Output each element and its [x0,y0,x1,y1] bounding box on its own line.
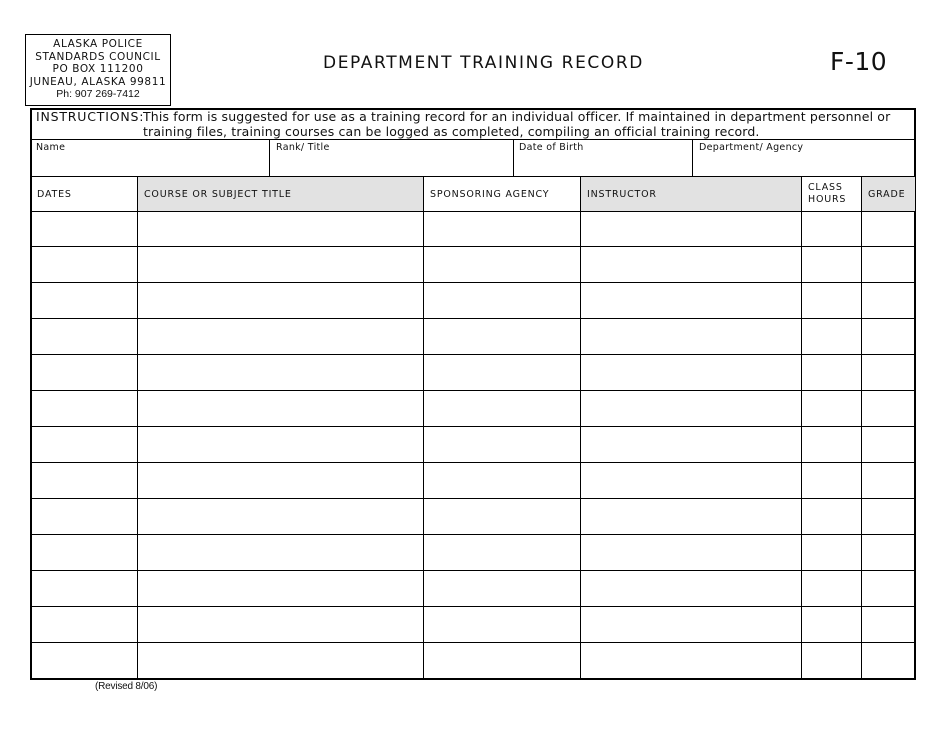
sponsoring-agency-cell[interactable] [424,463,581,499]
col-grade-header: GRADE [862,177,915,211]
sponsoring-agency-cell[interactable] [424,499,581,535]
course-cell[interactable] [138,571,424,607]
table-row [31,391,915,427]
table-row [31,499,915,535]
dates-cell[interactable] [31,355,138,391]
class-hours-cell[interactable] [802,463,862,499]
agency-line-2: STANDARDS COUNCIL [35,50,161,63]
course-cell[interactable] [138,319,424,355]
grade-cell[interactable] [862,283,915,319]
grade-cell[interactable] [862,571,915,607]
course-cell[interactable] [138,607,424,643]
class-hours-cell[interactable] [802,607,862,643]
instructor-cell[interactable] [581,571,802,607]
sponsoring-agency-cell[interactable] [424,391,581,427]
instructor-cell[interactable] [581,247,802,283]
dates-cell[interactable] [31,535,138,571]
divider [30,139,916,140]
dates-cell[interactable] [31,427,138,463]
grade-cell[interactable] [862,319,915,355]
course-cell[interactable] [138,463,424,499]
class-hours-cell[interactable] [802,427,862,463]
row-divider [30,318,916,319]
row-divider [30,606,916,607]
course-cell[interactable] [138,427,424,463]
instructions-text: This form is suggested for use as a training record for an individual officer. If maintained in department personnel or training files, training courses can be logged as completed, compiling an official training record. [143,109,891,139]
table-row [31,283,915,319]
sponsoring-agency-cell[interactable] [424,355,581,391]
class-hours-cell[interactable] [802,643,862,679]
dates-cell[interactable] [31,463,138,499]
instructor-cell[interactable] [581,499,802,535]
instructions-label: INSTRUCTIONS: [36,109,145,124]
grade-cell[interactable] [862,211,915,247]
course-cell[interactable] [138,283,424,319]
sponsoring-agency-cell[interactable] [424,535,581,571]
col-dates-header: DATES [37,188,72,200]
sponsoring-agency-cell[interactable] [424,247,581,283]
sponsoring-agency-cell[interactable] [424,211,581,247]
course-cell[interactable] [138,247,424,283]
course-cell[interactable] [138,391,424,427]
row-divider [30,642,916,643]
department-agency-field[interactable]: Department/ Agency [699,142,804,153]
row-divider [30,246,916,247]
divider [269,139,270,177]
table-row [31,607,915,643]
table-row [31,247,915,283]
agency-line-4: JUNEAU, ALASKA 99811 [29,75,167,88]
instructor-cell[interactable] [581,463,802,499]
course-cell[interactable] [138,355,424,391]
class-hours-cell[interactable] [802,571,862,607]
row-divider [30,498,916,499]
date-of-birth-field[interactable]: Date of Birth [519,142,584,153]
grade-cell[interactable] [862,247,915,283]
grade-cell[interactable] [862,391,915,427]
name-field[interactable]: Name [36,142,66,153]
instructor-cell[interactable] [581,391,802,427]
agency-line-1: ALASKA POLICE [53,38,143,50]
class-hours-cell[interactable] [802,211,862,247]
dates-cell[interactable] [31,319,138,355]
instructor-cell[interactable] [581,535,802,571]
dates-cell[interactable] [31,391,138,427]
col-course-header: COURSE OR SUBJECT TITLE [138,177,424,211]
grade-cell[interactable] [862,427,915,463]
agency-phone: Ph: 907 269-7412 [56,88,140,100]
document-title: DEPARTMENT TRAINING RECORD [323,53,644,73]
row-divider [30,390,916,391]
dates-cell[interactable] [31,571,138,607]
sponsoring-agency-cell[interactable] [424,607,581,643]
grade-cell[interactable] [862,643,915,679]
form-number: F-10 [830,47,888,76]
table-row [31,319,915,355]
course-cell[interactable] [138,499,424,535]
row-divider [30,426,916,427]
table-row [31,355,915,391]
dates-cell[interactable] [31,211,138,247]
instructor-cell[interactable] [581,211,802,247]
course-cell[interactable] [138,535,424,571]
table-row [31,535,915,571]
table-row [31,643,915,679]
sponsoring-agency-cell[interactable] [424,571,581,607]
row-divider [30,354,916,355]
grade-cell[interactable] [862,535,915,571]
divider [692,139,693,177]
col-sponsor-header: SPONSORING AGENCY [430,188,550,200]
class-hours-cell[interactable] [802,319,862,355]
row-divider [30,462,916,463]
dates-cell[interactable] [31,643,138,679]
grade-cell[interactable] [862,463,915,499]
sponsoring-agency-cell[interactable] [424,283,581,319]
dates-cell[interactable] [31,283,138,319]
sponsoring-agency-cell[interactable] [424,427,581,463]
grade-cell[interactable] [862,607,915,643]
sponsoring-agency-cell[interactable] [424,643,581,679]
instructor-cell[interactable] [581,283,802,319]
table-row [31,463,915,499]
class-hours-cell[interactable] [802,535,862,571]
instructor-cell[interactable] [581,319,802,355]
row-divider [30,282,916,283]
table-row [31,571,915,607]
row-divider [30,534,916,535]
instructor-cell[interactable] [581,643,802,679]
class-hours-cell[interactable] [802,391,862,427]
dates-cell[interactable] [31,247,138,283]
agency-address-box [25,34,171,106]
table-row [31,427,915,463]
table-header [31,177,915,211]
dates-cell[interactable] [31,499,138,535]
instructor-cell[interactable] [581,607,802,643]
class-hours-cell[interactable] [802,355,862,391]
class-hours-cell[interactable] [802,499,862,535]
dates-cell[interactable] [31,607,138,643]
revision-note: (Revised 8/06) [95,681,158,692]
agency-line-3: PO BOX 111200 [52,63,144,75]
course-cell[interactable] [138,643,424,679]
course-cell[interactable] [138,211,424,247]
row-divider [30,570,916,571]
instructor-cell[interactable] [581,355,802,391]
col-class-hours-header: CLASS HOURS [808,182,847,205]
instructor-cell[interactable] [581,427,802,463]
grade-cell[interactable] [862,355,915,391]
divider [513,139,514,177]
class-hours-cell[interactable] [802,247,862,283]
sponsoring-agency-cell[interactable] [424,319,581,355]
instructions-block [36,109,916,139]
rank-title-field[interactable]: Rank/ Title [276,142,330,153]
grade-cell[interactable] [862,499,915,535]
table-row [31,211,915,247]
class-hours-cell[interactable] [802,283,862,319]
col-instructor-header: INSTRUCTOR [581,177,802,211]
